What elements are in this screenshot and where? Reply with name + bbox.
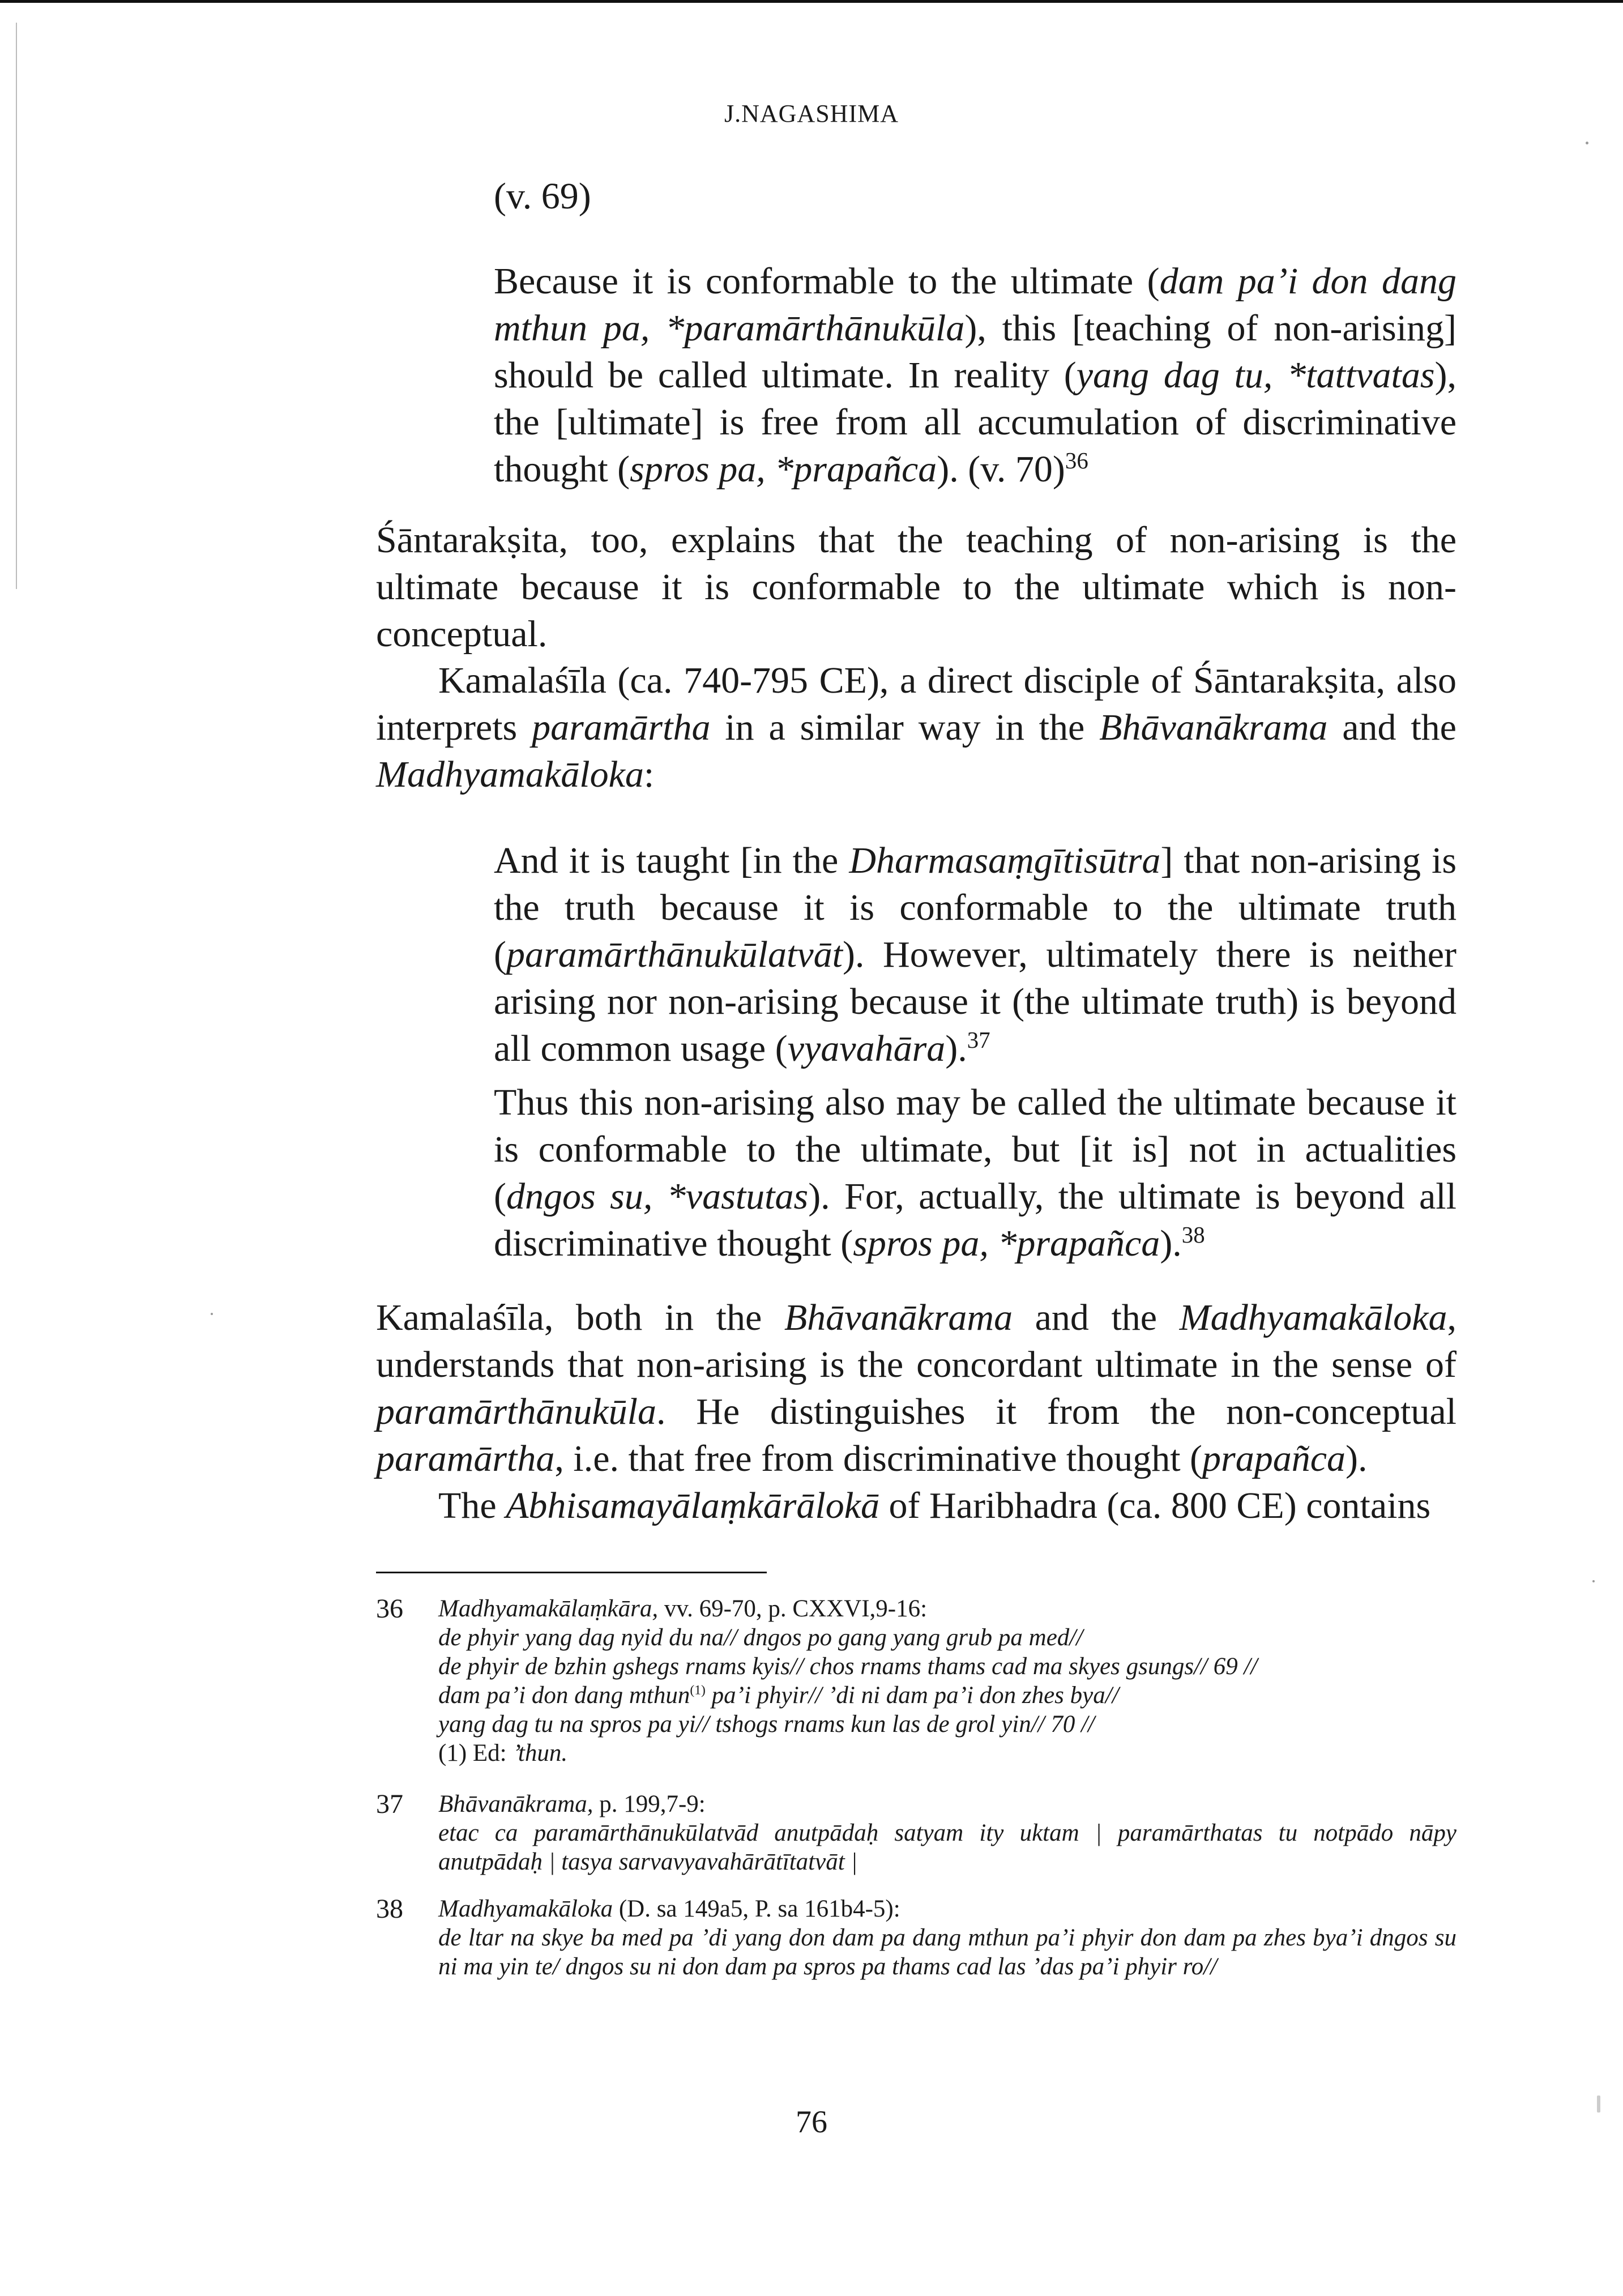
- footnote-38: 38 Madhyamakāloka (D. sa 149a5, P. sa 161b4-5): de ltar na skye ba med pa ’di yang don dam pa dang mthun pa’i phyir don dam pa zhes bya’i dngos su ni ma yin te/ dngos su ni don dam pa spros pa thams cad las ’das pa’i phyir ro//: [376, 1894, 1457, 1980]
- running-header: J.NAGASHIMA: [724, 100, 899, 127]
- scan-speck: [1586, 142, 1588, 144]
- footnote-36: 36 Madhyamakālaṃkāra, vv. 69-70, p. CXXVI,9-16: de phyir yang dag nyid du na// dngos po gang yang grub pa med// de phyir de bzhin gshegs rnams kyis// chos rnams thams cad ma skyes gsungs// 69 // dam pa’i don dang mthun$^{(1)}$ pa’i phyir// ’di ni dam pa’i don zhes bya// yang dag tu na spros pa yi// tshogs rnams kun las de grol yin// 70 // (1) Ed: ’thun.: [376, 1594, 1258, 1766]
- footnote-separator: [376, 1572, 767, 1573]
- block-quote-madhyamakaloka: Thus this non-arising also may be called the ultimate because it is conformable to the ultimate, but [it is] not in actualities (dngos su, *vastutas). For, actually, the ultimate is beyond all discriminative thought (spros pa, *prapañca).$^{38}$: [494, 1082, 1457, 1264]
- block-quote-bhavanakrama: And it is taught [in the Dharmasaṃgītisūtra] that non-arising is the truth because it is conformable to the ultimate truth (paramārthānukūlatvāt). However, ultimately there is neither arising nor non-arising because it (the ultimate truth) is beyond all common usage (vyavahāra).$^{37}$: [494, 840, 1457, 1069]
- footnote-37: 37 Bhāvanākrama, p. 199,7-9: etac ca paramārthānukūlatvād anutpādaḥ satyam ity uktam | paramārthatas tu notpādo nāpy anutpādaḥ | tasya sarvavyavahārātītatvāt |: [376, 1789, 1457, 1875]
- footnote-number: 38: [376, 1894, 403, 1924]
- paragraph-kamalasila-intro: Kamalaśīla (ca. 740-795 CE), a direct disciple of Śāntarakṣita, also interprets paramārtha in a similar way in the Bhāvanākrama and the Madhyamakāloka:: [376, 660, 1457, 795]
- scan-speck: [211, 1313, 213, 1315]
- paragraph-santaraksita: Śāntarakṣita, too, explains that the teaching of non-arising is the ultimate because it is conformable to the ultimate which is non-conceptual.: [376, 519, 1457, 655]
- top-border-line: [0, 0, 1623, 3]
- footnote-ref-37[interactable]: 37: [967, 1027, 990, 1053]
- block-quote-verse-70: Because it is conformable to the ultimate (dam pa’i don dang mthun pa, *paramārthānukūla), this [teaching of non-arising] should be called ultimate. In reality (yang dag tu, *tattvatas), the [ultimate] is free from all accumulation of discriminative thought (spros pa, *prapañca). (v. 70)$^{36}$: [494, 261, 1457, 490]
- verse-reference: (v. 69): [494, 176, 591, 217]
- scan-edge-mark: [1597, 2096, 1600, 2113]
- page-number: 76: [796, 2105, 827, 2140]
- footnote-ref-36[interactable]: 36: [1065, 448, 1088, 473]
- paragraph-kamalasila-both: Kamalaśīla, both in the Bhāvanākrama and the Madhyamakāloka, understands that non-arising is the concordant ultimate in the sense of paramārthānukūla. He distinguishes it from the non-conceptual paramārtha, i.e. that free from discriminative thought (prapañca).: [376, 1297, 1457, 1479]
- footnote-number: 37: [376, 1789, 403, 1819]
- scan-speck: [1592, 1580, 1595, 1582]
- footnote-ref-38[interactable]: 38: [1181, 1222, 1205, 1248]
- footnote-number: 36: [376, 1594, 403, 1624]
- paragraph-haribhadra: The Abhisamayālaṃkārālokā of Haribhadra (ca. 800 CE) contains: [438, 1485, 1431, 1526]
